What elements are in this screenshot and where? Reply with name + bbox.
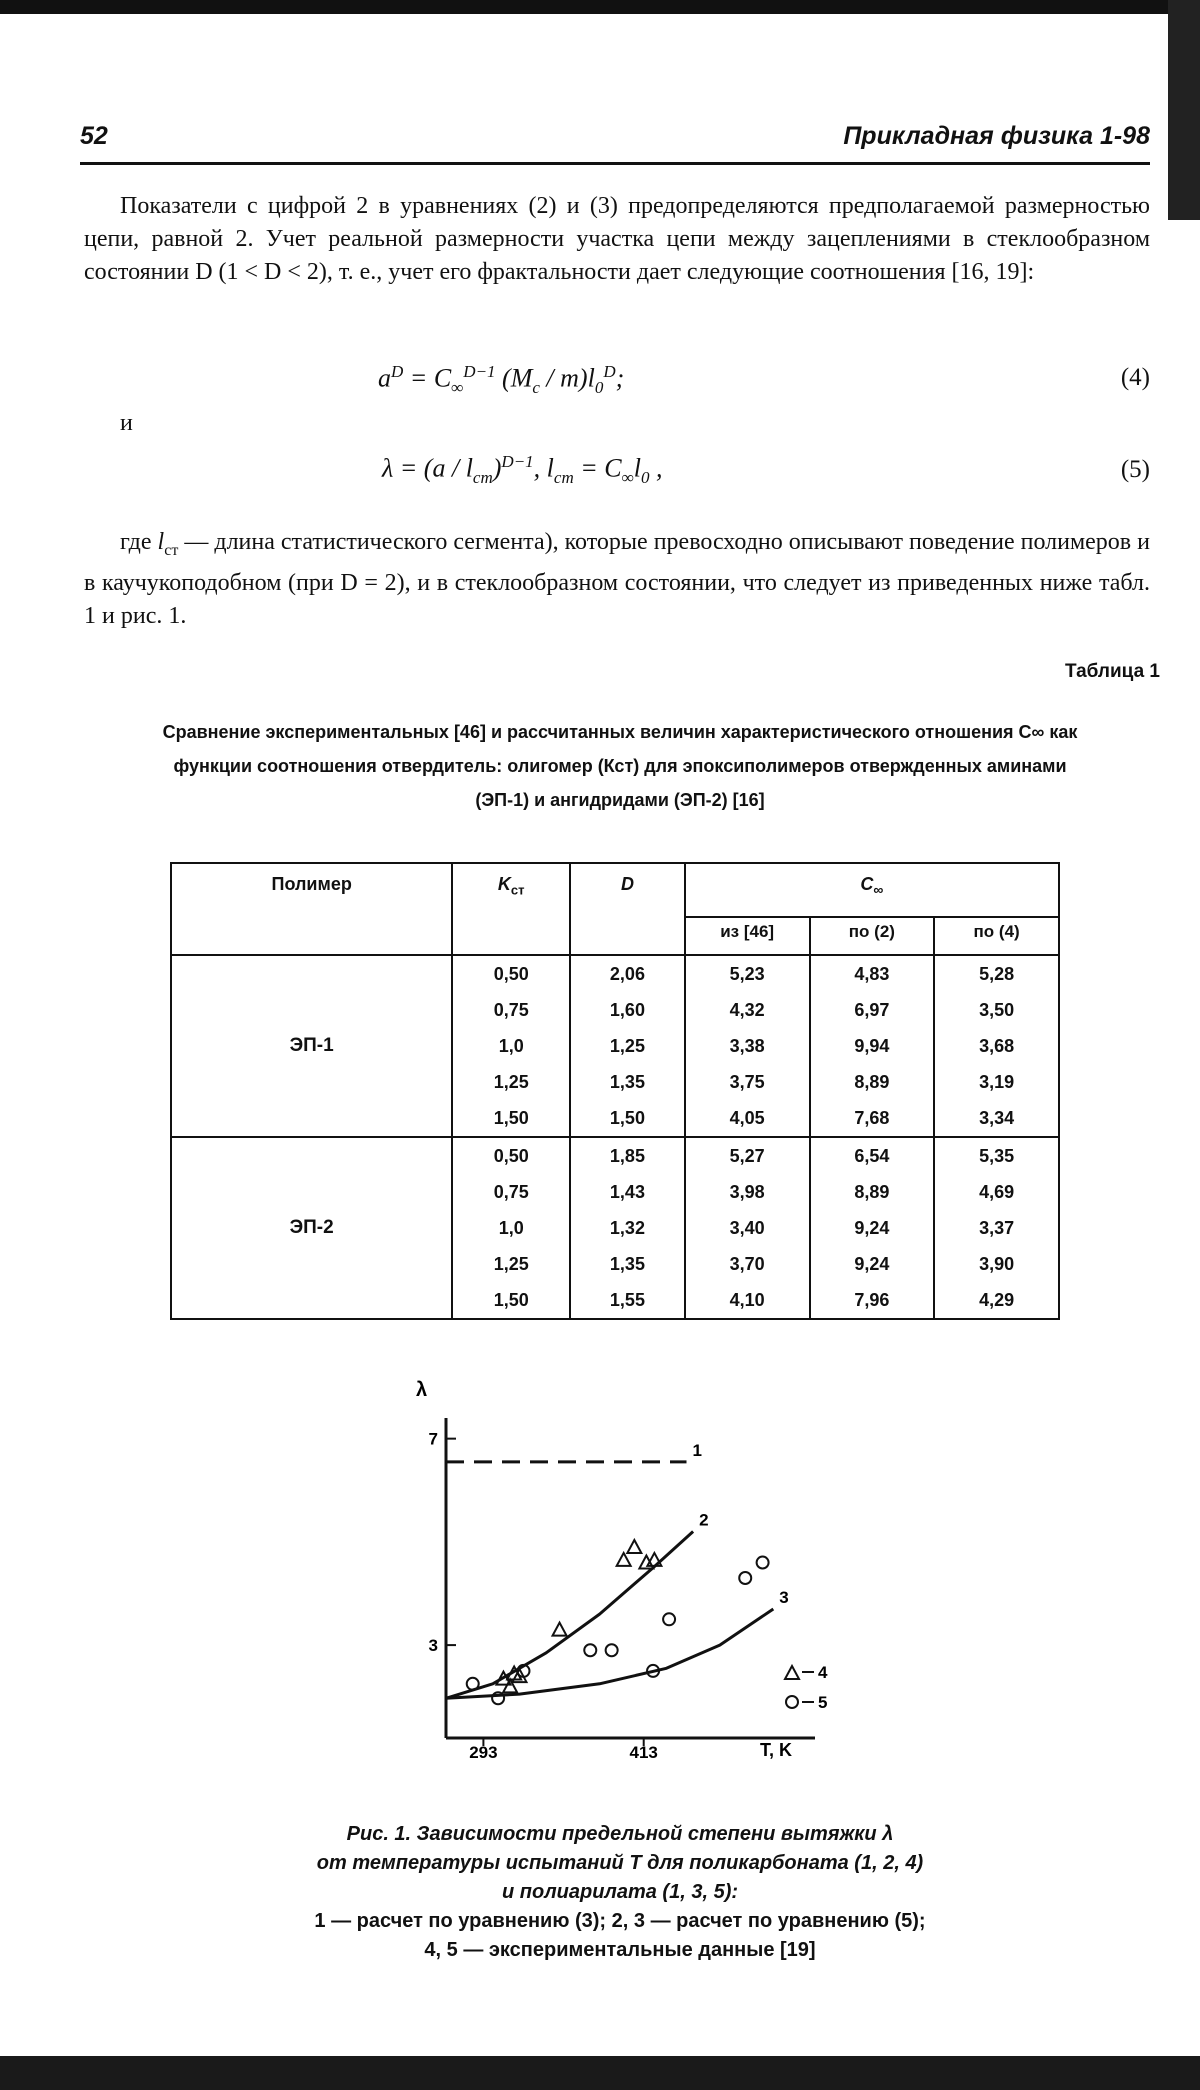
cell: 0,50 <box>493 1146 529 1166</box>
cell: 0,75 <box>493 1182 529 1202</box>
cell: 7,68 <box>854 1108 890 1128</box>
axes <box>416 1379 815 1760</box>
c2-values <box>810 955 935 1137</box>
header-k <box>452 863 570 955</box>
cell: 1,25 <box>493 1254 529 1274</box>
cell: 1,35 <box>609 1072 645 1092</box>
caption-line-5: 4, 5 — экспериментальные данные [19] <box>424 1939 816 1961</box>
cell: 1,60 <box>609 1000 645 1020</box>
cell: 1,55 <box>609 1290 645 1310</box>
header-c-eq4: по (4) <box>934 917 1059 955</box>
cell: 4,05 <box>729 1108 765 1128</box>
c2-values <box>810 1137 935 1319</box>
header-k-letter: K <box>497 874 511 894</box>
cell: 1,25 <box>609 1036 645 1056</box>
cell: 6,54 <box>854 1146 890 1166</box>
cell: 9,24 <box>854 1254 890 1274</box>
header-d-letter: D <box>620 874 634 894</box>
running-header <box>80 118 1150 165</box>
figure-caption <box>250 1820 990 1965</box>
series-4-point <box>627 1540 641 1553</box>
equation-4-number: (4) <box>1120 364 1150 391</box>
header-c <box>685 863 1059 917</box>
cell: 6,97 <box>854 1000 890 1020</box>
header-c-letter: C <box>860 874 874 894</box>
series-1-label: 1 <box>692 1440 702 1460</box>
series-5-point <box>584 1644 596 1656</box>
cell: 3,37 <box>979 1218 1015 1238</box>
cell: 4,29 <box>979 1290 1015 1310</box>
group-name: ЭП-1 <box>171 955 452 1137</box>
series-4-point <box>617 1553 631 1566</box>
cell: 3,38 <box>729 1036 765 1056</box>
cell: 1,35 <box>609 1254 645 1274</box>
cell: 5,23 <box>729 964 765 984</box>
cell: 3,90 <box>979 1254 1015 1274</box>
equation-5-number: (5) <box>1120 456 1150 483</box>
cell: 4,69 <box>979 1182 1015 1202</box>
para2-rest: — длина статистического сегмента), которые превосходно описывают поведение полимеров и в каучукоподобном (при D = 2), и в стеклообразном состоянии, что следует из приведенных ниже табл. 1 и рис. 1. <box>84 529 1151 629</box>
cell: 0,75 <box>493 1000 529 1020</box>
c46-values <box>685 955 810 1137</box>
caption-line-3: и полиарилата (1, 3, 5): <box>501 1881 739 1903</box>
cell: 1,50 <box>493 1108 529 1128</box>
cell: 3,68 <box>979 1036 1015 1056</box>
legend-circle-marker <box>786 1696 798 1708</box>
cell: 1,32 <box>609 1218 645 1238</box>
cell: 3,40 <box>729 1218 765 1238</box>
k-values <box>452 955 570 1137</box>
header-polymer: Полимер <box>171 863 452 955</box>
table-label: Таблица 1 <box>1064 661 1160 682</box>
caption-line-2: от температуры испытаний T для поликарбоната (1, 2, 4) <box>316 1852 924 1874</box>
cell: 9,24 <box>854 1218 890 1238</box>
cell: 0,50 <box>493 964 529 984</box>
series-5-point <box>663 1613 675 1625</box>
chart-marks <box>429 1430 828 1762</box>
paragraph-explanation <box>84 526 1150 633</box>
header-d <box>570 863 685 955</box>
k-values <box>452 1137 570 1319</box>
table-caption: Сравнение экспериментальных [46] и рассчитанных величин характеристического отношения C∞ как функции соотношения отвердитель: олигомер (Кст) для эпоксиполимеров отвержденных аминами (ЭП-1) и ангидридами (ЭП-2) [16] <box>162 722 1078 810</box>
scan-bottom-edge <box>0 2056 1200 2090</box>
table-row-ep1 <box>171 955 1059 1137</box>
cell: 1,50 <box>609 1108 645 1128</box>
cell: 1,0 <box>498 1218 524 1238</box>
scan-right-edge <box>1168 0 1200 220</box>
page-number: 52 <box>80 122 108 150</box>
scan-top-edge <box>0 0 1200 14</box>
table-row-ep2 <box>171 1137 1059 1319</box>
cell: 3,98 <box>729 1182 765 1202</box>
cell: 1,50 <box>493 1290 529 1310</box>
y-tick-label: 7 <box>428 1429 438 1449</box>
c4-values <box>934 1137 1059 1319</box>
cell: 3,34 <box>979 1108 1015 1128</box>
lst-symbol: l <box>157 529 165 555</box>
cell: 4,83 <box>854 964 890 984</box>
cell: 3,75 <box>729 1072 765 1092</box>
cell: 4,10 <box>729 1290 765 1310</box>
connector-word: и <box>120 410 133 436</box>
x-tick-label: 413 <box>629 1743 658 1762</box>
lst-symbol-sub: ст <box>164 541 179 559</box>
cell: 3,70 <box>729 1254 765 1274</box>
series-5-point <box>606 1644 618 1656</box>
series-2-label: 2 <box>699 1510 709 1530</box>
caption-line-1: Рис. 1. Зависимости предельной степени вытяжки λ <box>346 1823 894 1845</box>
equation-4: $a^D = C_\infty^{D-1}$ $(M_c / m)l_0^D$; <box>378 362 625 397</box>
d-values <box>570 1137 685 1319</box>
cell: 8,89 <box>854 1072 890 1092</box>
cell: 9,94 <box>854 1036 890 1056</box>
cell: 8,89 <box>854 1182 890 1202</box>
group-name: ЭП-2 <box>171 1137 452 1319</box>
series-5-point <box>739 1572 751 1584</box>
data-table <box>170 862 1060 1320</box>
series-3-line <box>446 1609 773 1698</box>
cell: 1,25 <box>493 1072 529 1092</box>
cell: 1,43 <box>609 1182 645 1202</box>
y-axis-label: λ <box>416 1379 428 1401</box>
series-5-point <box>757 1557 769 1569</box>
paragraph-intro-text: Показатели с цифрой 2 в уравнениях (2) и (3) предопределяются предполагаемой размерностью цепи, равной 2. Учет реальной размерности участка цепи между зацеплениями в стеклообразном состоянии D (1 < D < 2), т. е., учет его фрактальности дает следующие соотношения [16, 19]: <box>84 193 1150 285</box>
cell: 4,32 <box>729 1000 765 1020</box>
c4-values <box>934 955 1059 1137</box>
cell: 2,06 <box>609 964 645 984</box>
cell: 7,96 <box>854 1290 890 1310</box>
legend-label: 5 <box>818 1693 828 1712</box>
legend-label: 4 <box>818 1663 828 1682</box>
header-c-sub: ∞ <box>873 881 884 898</box>
c46-values <box>685 1137 810 1319</box>
cell: 5,35 <box>979 1146 1015 1166</box>
legend-triangle-marker <box>785 1666 799 1679</box>
header-c-eq2: по (2) <box>810 917 935 955</box>
cell: 3,19 <box>979 1072 1015 1092</box>
cell: 5,28 <box>979 964 1015 984</box>
journal-title: Прикладная физика 1-98 <box>843 122 1150 150</box>
header-k-sub: ст <box>510 882 525 898</box>
cell: 1,0 <box>498 1036 524 1056</box>
series-5-point <box>467 1678 479 1690</box>
caption-line-4: 1 — расчет по уравнению (3); 2, 3 — расчет по уравнению (5); <box>314 1910 926 1932</box>
cell: 5,27 <box>729 1146 765 1166</box>
figure-lambda-vs-temperature <box>400 1378 880 1778</box>
para2-prefix: где <box>120 529 158 555</box>
equation-5: $\lambda = (a / l_{ст})^{D-1}$, $l_{ст} = C_\infty l_0$ , <box>382 452 663 487</box>
y-tick-label: 3 <box>428 1636 438 1656</box>
header-c-from46: из [46] <box>685 917 810 955</box>
x-tick-label: 293 <box>469 1743 498 1762</box>
series-3-label: 3 <box>779 1587 789 1607</box>
x-axis-label: T, K <box>760 1740 793 1760</box>
d-values <box>570 955 685 1137</box>
paragraph-intro <box>84 190 1150 289</box>
cell: 1,85 <box>609 1146 645 1166</box>
cell: 3,50 <box>979 1000 1015 1020</box>
series-4-point <box>553 1623 567 1636</box>
